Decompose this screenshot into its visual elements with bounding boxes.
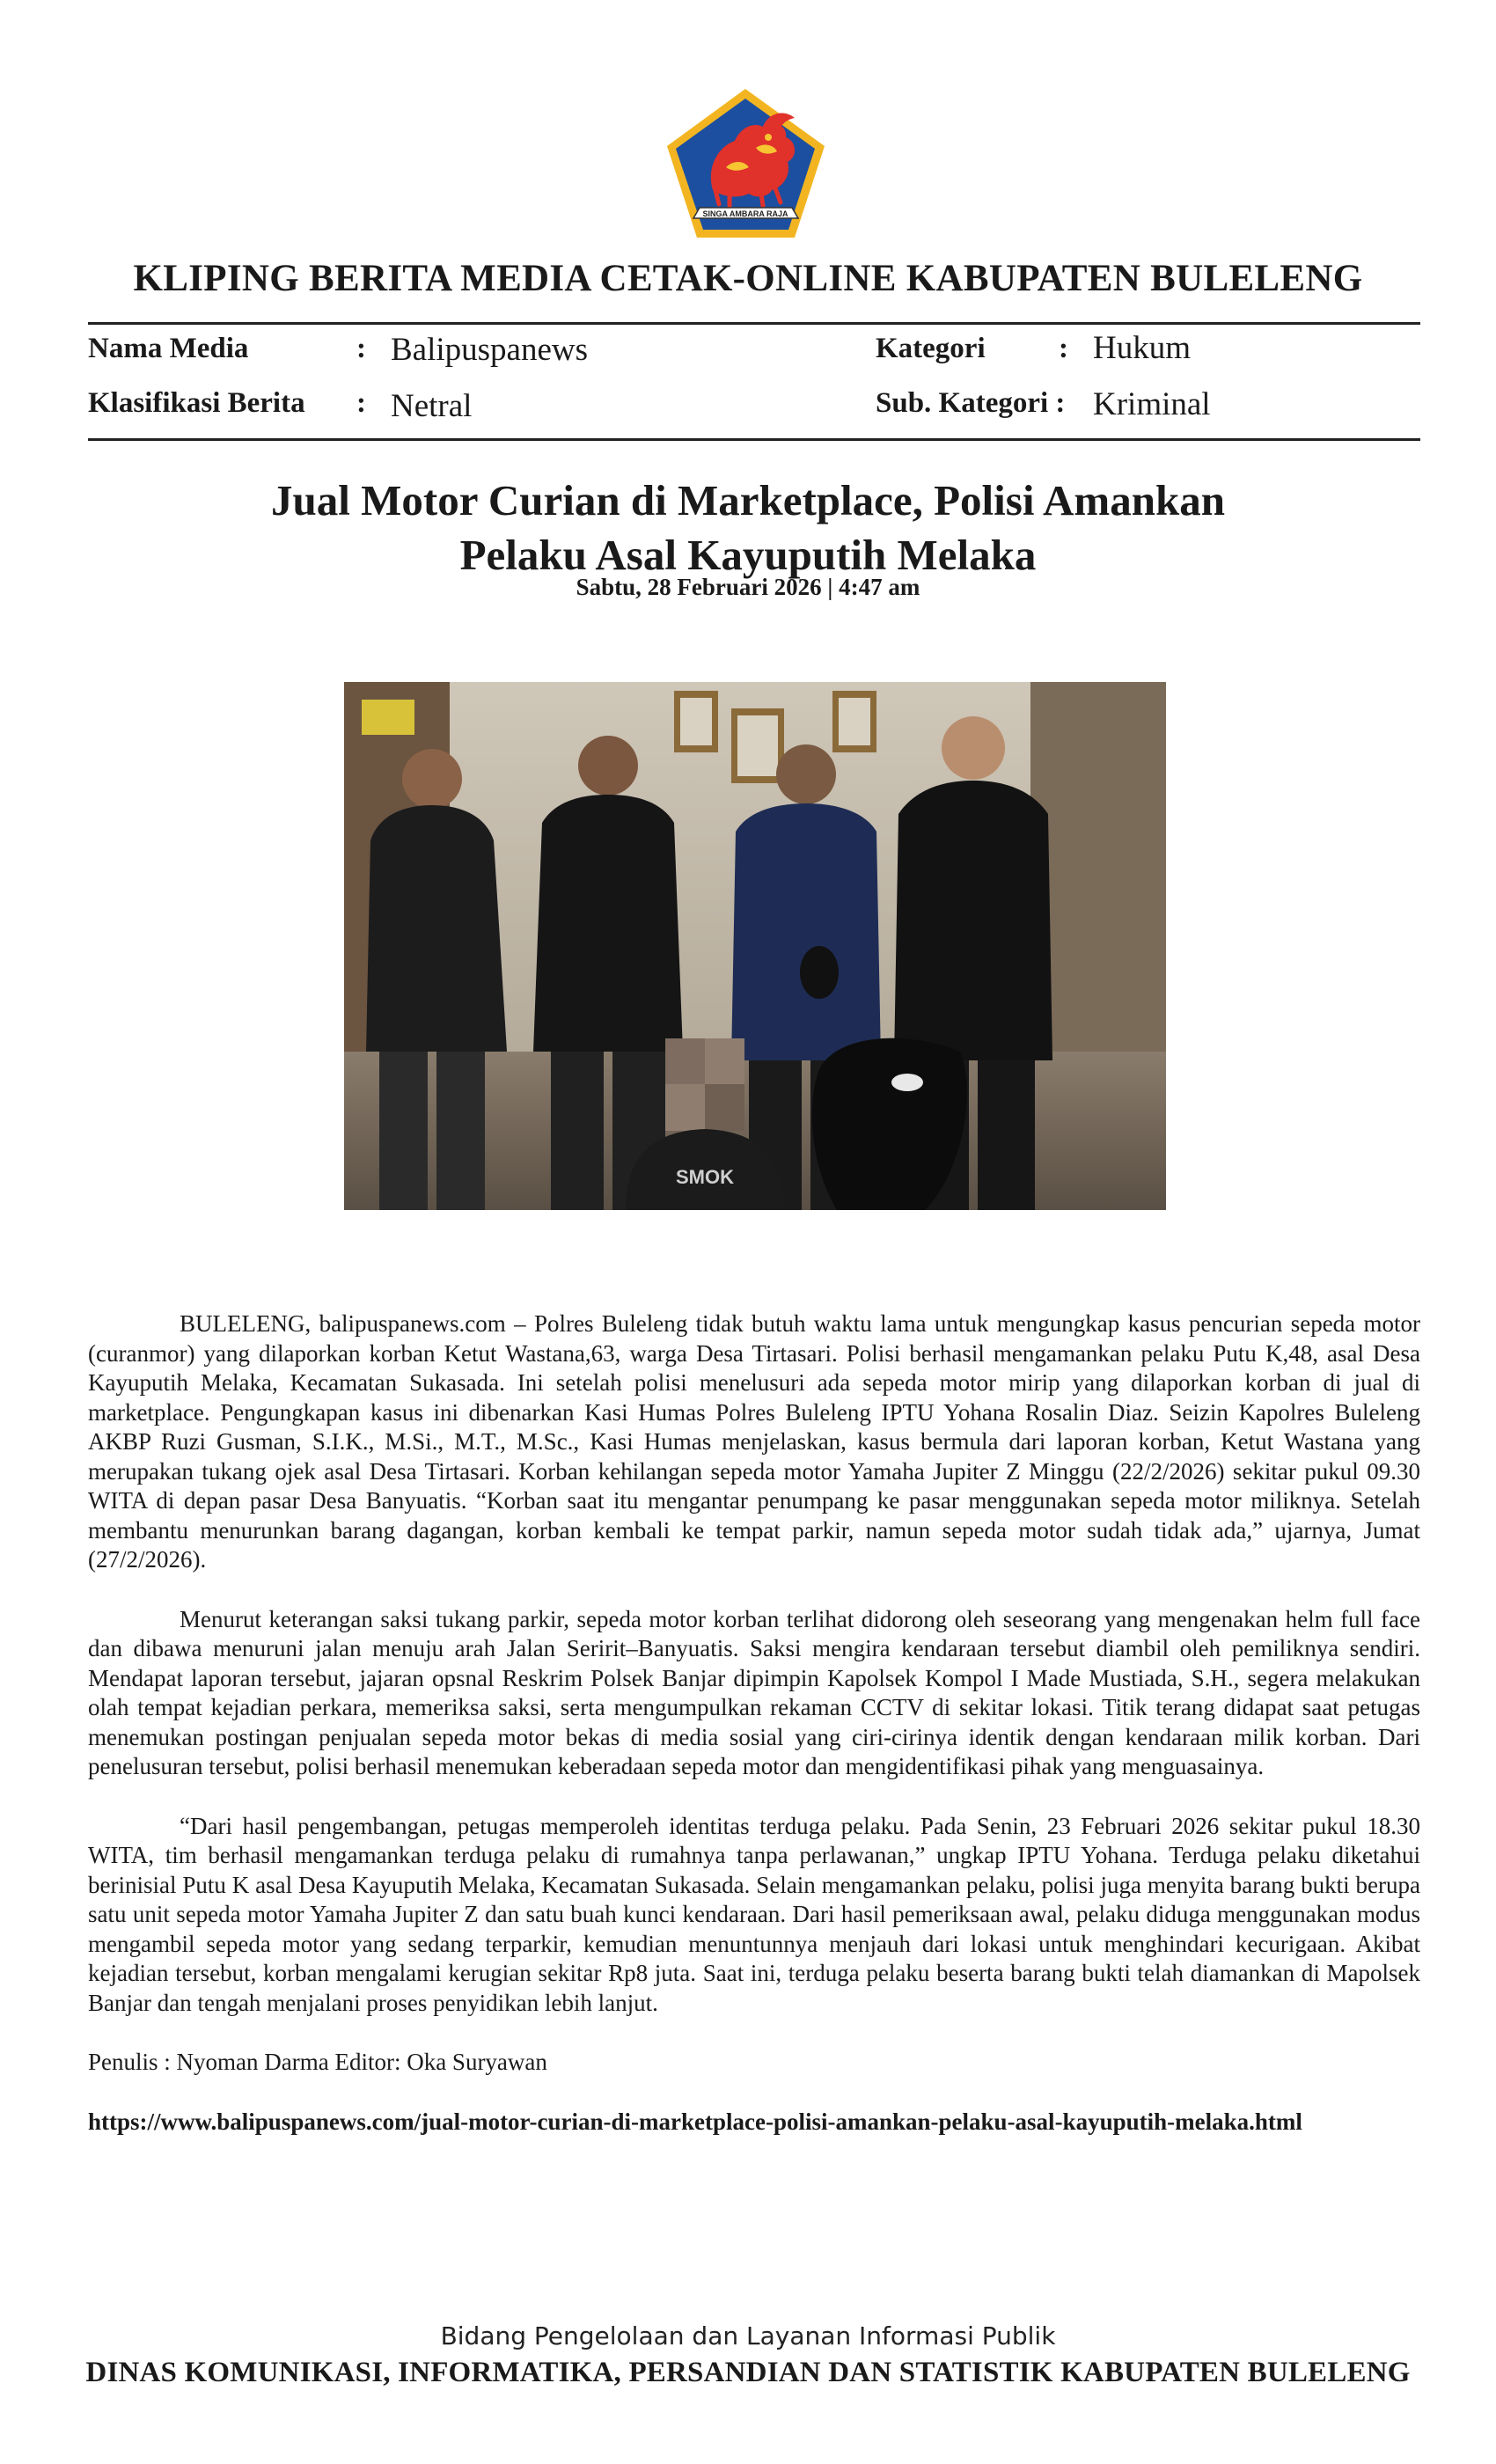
divider-top	[88, 322, 1420, 325]
article-source-url[interactable]: https://www.balipuspanews.com/jual-motor-curian-di-marketplace-polisi-amankan-pelaku-asal-kayuputih-melaka.html	[88, 2108, 1302, 2135]
article-paragraph-1: BULELENG, balipuspanews.com – Polres Buleleng tidak butuh waktu lama untuk mengungkap kasus pencurian sepeda motor (curanmor) yang dilaporkan korban Ketut Wastana,63, warga Desa Tirtasari. Polisi berhasil mengamankan pelaku Putu K,48, asal Desa Kayuputih Melaka, Kecamatan Sukasada. Ini setelah polisi menelusuri ada sepeda motor mirip yang dilaporkan korban di jual di marketplace. Pengungkapan kasus ini dibenarkan Kasi Humas Polres Buleleng IPTU Yohana Rosalin Diaz. Seizin Kapolres Buleleng AKBP Ruzi Gusman, S.I.K., M.Si., M.T., M.Sc., Kasi Humas menjelaskan, kasus bermula dari laporan korban, Ketut Wastana yang merupakan tukang ojek asal Desa Tirtasari. Korban kehilangan sepeda motor Yamaha Jupiter Z Minggu (22/2/2026) sekitar pukul 09.30 WITA di depan pasar Desa Banyuatis. “Korban saat itu mengantar penumpang ke pasar menggunakan sepeda motor miliknya. Setelah membantu menurunkan barang dagangan, korban kembali ke tempat parkir, namun sepeda motor sudah tidak ada,” ujarnya, Jumat (27/2/2026).	[88, 1310, 1420, 1573]
article-photo	[344, 682, 1166, 1210]
article-paragraph-2: Menurut keterangan saksi tukang parkir, sepeda motor korban terlihat didorong oleh seseorang yang mengenakan helm full face dan dibawa menuruni jalan menuju arah Jalan Seririt–Banyuatis. Saksi mengira kendaraan tersebut diambil oleh pemiliknya sendiri. Mendapat laporan tersebut, jajaran opsnal Reskrim Polsek Banjar dipimpin Kapolsek Kompol I Made Mustiada, S.H., segera melakukan olah tempat kejadian perkara, memeriksa saksi, serta mengumpulkan rekaman CCTV di sekitar lokasi. Titik terang didapat saat petugas menemukan postingan penjualan sepeda motor bekas di media sosial yang ciri-cirinya identik dengan kendaraan milik korban. Dari penelusuran tersebut, polisi berhasil menemukan keberadaan sepeda motor dan mengidentifikasi pihak yang menguasainya.	[88, 1605, 1420, 1779]
photo-shirt-text: SMOK	[676, 1166, 734, 1188]
article-dateline: Sabtu, 28 Februari 2026 | 4:47 am	[576, 574, 920, 600]
media-label: Nama Media	[88, 333, 249, 364]
klasifikasi-colon: :	[356, 387, 366, 419]
media-value: Balipuspanews	[391, 332, 589, 368]
clipping-title: KLIPING BERITA MEDIA CETAK-ONLINE KABUPATEN BULELENG	[133, 258, 1363, 299]
article-headline	[132, 473, 1364, 583]
klasifikasi-value: Netral	[391, 388, 473, 424]
footer-agency: DINAS KOMUNIKASI, INFORMATIKA, PERSANDIAN DAN STATISTIK KABUPATEN BULELENG	[85, 2357, 1411, 2388]
media-colon: :	[356, 333, 366, 364]
article-body	[88, 1309, 1420, 2167]
headline-line-2: Pelaku Asal Kayuputih Melaka	[459, 531, 1037, 579]
kategori-value: Hukum	[1093, 330, 1191, 366]
subkategori-value: Kriminal	[1093, 386, 1211, 422]
divider-bottom	[88, 438, 1420, 441]
article-paragraph-3: “Dari hasil pengembangan, petugas memperoleh identitas terduga pelaku. Pada Senin, 23 Februari 2026 sekitar pukul 18.30 WITA, tim berhasil mengamankan terduga pelaku di rumahnya tanpa perlawanan,” ungkap IPTU Yohana. Terduga pelaku diketahui berinisial Putu K asal Desa Kayuputih Melaka, Kecamatan Sukasada. Selain mengamankan pelaku, polisi juga menyita barang bukti berupa satu unit sepeda motor Yamaha Jupiter Z dan satu buah kunci kendaraan. Dari hasil pemeriksaan awal, pelaku diduga menggunakan modus mengambil sepeda motor yang sedang terparkir, kemudian menuntunnya menjauh dari lokasi untuk menghindari kecurigaan. Akibat kejadian tersebut, korban mengalami kerugian sekitar Rp8 juta. Saat ini, terduga pelaku beserta barang bukti telah diamankan di Mapolsek Banjar dan tengah menjalani proses penyidikan lebih lanjut.	[88, 1812, 1420, 2016]
kategori-label: Kategori	[876, 333, 986, 364]
klasifikasi-label: Klasifikasi Berita	[88, 387, 305, 419]
kategori-colon: :	[1059, 333, 1068, 364]
article-credits: Penulis : Nyoman Darma Editor: Oka Suryawan	[88, 2049, 547, 2075]
regency-logo	[664, 86, 827, 240]
footer-division: Bidang Pengelolaan dan Layanan Informasi Publik	[440, 2321, 1056, 2350]
subkategori-label: Sub. Kategori :	[876, 387, 1066, 419]
headline-line-1: Jual Motor Curian di Marketplace, Polisi Amankan	[271, 476, 1225, 524]
logo-ribbon-text: SINGA AMBARA RAJA	[702, 209, 788, 218]
